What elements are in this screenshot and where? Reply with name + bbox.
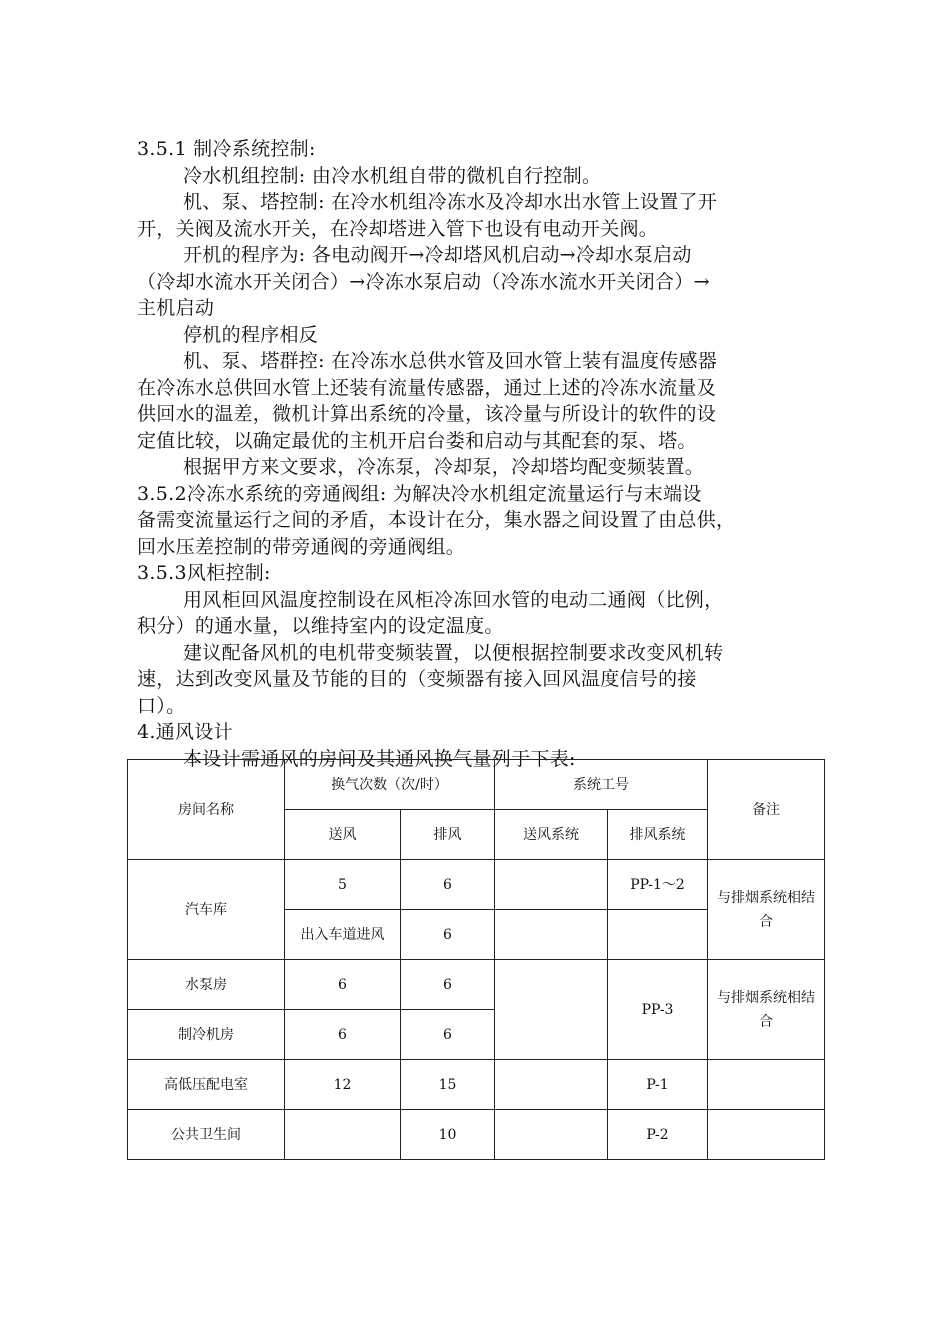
paragraph-line: 开机的程序为: 各电动阀开→冷却塔风机启动→冷却水泵启动 (183, 244, 692, 266)
room-name: 制冷机房 (128, 1010, 285, 1060)
paragraph-line: 在冷冻水总供回水管上还装有流量传感器，通过上述的冷冻水流量及 (137, 376, 717, 399)
table-header-row (128, 760, 825, 810)
paragraph-line: 开，关阀及流水开关，在冷却塔进入管下也设有电动开关阀。 (137, 217, 659, 240)
supply-rate: 出入车道进风 (285, 910, 401, 960)
table-row (128, 960, 825, 1010)
paragraph-line: 机、泵、塔控制: 在冷水机组冷冻水及冷却水出水管上设置了开 (183, 191, 718, 213)
table-row (128, 860, 825, 910)
header-note: 备注 (708, 760, 825, 860)
body-text (137, 136, 817, 772)
supply-rate (285, 1110, 401, 1160)
exhaust-system: P-2 (608, 1110, 708, 1160)
note: 与排烟系统相结合 (708, 860, 825, 960)
exhaust-rate: 6 (401, 860, 495, 910)
supply-system (495, 910, 608, 960)
supply-rate: 12 (285, 1060, 401, 1110)
supply-rate: 6 (285, 1010, 401, 1060)
paragraph-line: 停机的程序相反 (183, 323, 319, 346)
paragraph-line: 机、泵、塔群控: 在冷冻水总供水管及回水管上装有温度传感器 (183, 350, 718, 372)
header-system-no: 系统工号 (495, 760, 708, 810)
header-exhaust: 排风 (401, 810, 495, 860)
paragraph-line: 定值比较，以确定最优的主机开启台娄和启动与其配套的泵、塔。 (137, 429, 697, 452)
room-name: 公共卫生间 (128, 1110, 285, 1160)
supply-system (495, 860, 608, 910)
room-name: 汽车库 (128, 860, 285, 960)
paragraph-line: 积分）的通水量，以维持室内的设定温度。 (137, 615, 504, 637)
exhaust-system: PP-1～2 (608, 860, 708, 910)
header-exhaust-system: 排风系统 (608, 810, 708, 860)
section-heading: 3.5.2冷冻水系统的旁通阀组: 为解决冷水机组定流量运行与末端设 (137, 482, 702, 505)
note (708, 1110, 825, 1160)
supply-rate: 5 (285, 860, 401, 910)
paragraph-line: 用风柜回风温度控制设在风柜冷冻回水管的电动二通阀（比例， (183, 588, 724, 611)
table-row (128, 1060, 825, 1110)
exhaust-rate: 6 (401, 960, 495, 1010)
header-room-name: 房间名称 (128, 760, 285, 860)
supply-system (495, 1110, 608, 1160)
exhaust-system: P-1 (608, 1060, 708, 1110)
paragraph-line: 回水压差控制的带旁通阀的旁通阀组。 (137, 535, 466, 558)
section-heading: 3.5.3风柜控制: (137, 562, 271, 584)
exhaust-system: PP-3 (608, 960, 708, 1060)
section-heading: 3.5.1 制冷系统控制: (137, 138, 316, 160)
header-air-changes: 换气次数（次/时） (285, 760, 495, 810)
paragraph-line: 速，达到改变风量及节能的目的（变频器有接入回风温度信号的接 (137, 668, 697, 690)
note: 与排烟系统相结合 (708, 960, 825, 1060)
paragraph-line: 口）。 (137, 694, 186, 717)
header-supply: 送风 (285, 810, 401, 860)
paragraph-line: 本设计需通风的房间及其通风换气量列于下表: (183, 747, 576, 770)
exhaust-rate: 10 (401, 1110, 495, 1160)
paragraph-line: 建议配备风机的电机带变频装置，以便根据控制要求改变风机转 (183, 641, 724, 664)
exhaust-rate: 6 (401, 1010, 495, 1060)
paragraph-line: （冷却水流水开关闭合）→冷冻水泵启动（冷冻水流水开关闭合）→ (137, 270, 710, 293)
exhaust-rate: 15 (401, 1060, 495, 1110)
paragraph-line: 冷水机组控制: 由冷水机组自带的微机自行控制。 (183, 164, 602, 187)
table-row (128, 1110, 825, 1160)
header-supply-system: 送风系统 (495, 810, 608, 860)
note (708, 1060, 825, 1110)
supply-system (495, 1060, 608, 1110)
supply-system (495, 960, 608, 1060)
supply-rate: 6 (285, 960, 401, 1010)
paragraph-line: 供回水的温差，微机计算出系统的冷量，该冷量与所设计的软件的设 (137, 403, 717, 425)
paragraph-line: 主机启动 (137, 297, 215, 319)
room-name: 水泵房 (128, 960, 285, 1010)
section-heading: 4.通风设计 (137, 721, 233, 743)
room-name: 高低压配电室 (128, 1060, 285, 1110)
paragraph-line: 根据甲方来文要求，冷冻泵，冷却泵，冷却塔均配变频装置。 (183, 456, 705, 478)
paragraph-line: 备需变流量运行之间的矛盾，本设计在分，集水器之间设置了由总供， (137, 509, 736, 531)
exhaust-system (608, 910, 708, 960)
ventilation-table (127, 759, 825, 1160)
exhaust-rate: 6 (401, 910, 495, 960)
